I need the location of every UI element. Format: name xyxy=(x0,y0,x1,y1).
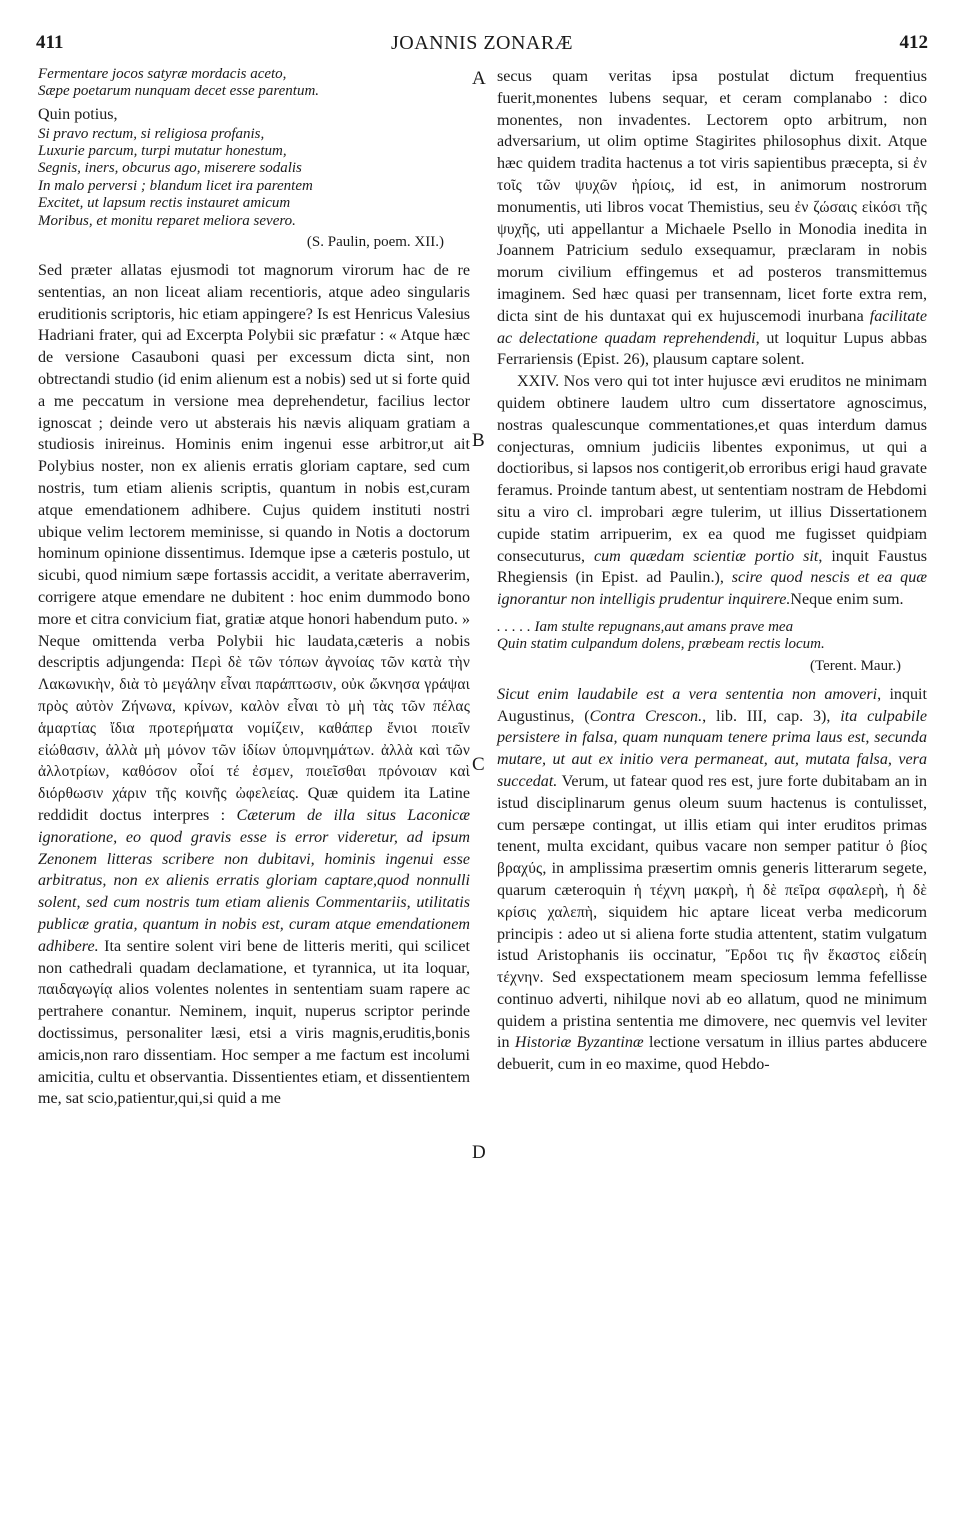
verse-line: Excitet, ut lapsum rectis instauret amicum xyxy=(38,195,291,212)
body-text: , lib. III, cap. 3), xyxy=(702,707,841,725)
left-column xyxy=(38,66,470,1110)
body-text: , inquit Faustus Rhegiensis (in Epist. ad Paulin.), xyxy=(497,547,928,587)
body-paragraph xyxy=(38,260,470,1110)
right-column xyxy=(497,66,927,1076)
greek-phrase: ἐν ζώσαις εἰκόσι τῆς ψυχῆς xyxy=(497,198,927,238)
body-text: Sed exspectationem meam speciosum lemma fefellisse continuo adverti, nihilque novi ab eo allatum, quod ne minimum quidem a pristina sententia me dimovere, nec quemvis vel leviter in xyxy=(497,969,927,1052)
page-number-left: 411 xyxy=(36,32,64,53)
verse-block-2 xyxy=(38,126,470,230)
body-text: , inquit Augustinus, ( xyxy=(497,685,927,725)
body-text: Sed præter allatas ejusmodi tot magnorum virorum hac de re sententias, an non liceat aliam recentioris, atque adeo singularis eruditionis scriptoris, hic etiam appingere? Is est Henricus Valesius Hadriani frater, qui ad Excerpta Polybii sic præfatur : « Atque hæc de versione Casauboni quasi per excessum dicta sint, non obtrectandi studio (id enim alienum est a nobis) sed ut si forte quid a me peccatum in versione mea deprehendetur, facilius lector ignoscat ; deinde vero ut absterais his nævis aliquam gratiam a studiosis inireinus. Hominis enim ingenui esse arbitror,ut ait Polybius noster, non ex alienis erratis gloriam captare, sed cum nostris, tum etiam alienis scriptis, quantum in nobis est,curam atque emendationem adhibere. Cujus quidem instituti nostri ubique velim lectorem meminisse, si quando in Notis a doctorum hominum opinione dissentimus. Idemque ipse a cæteris postulo, ut sicubi, quod nimium sæpe fortassis accidit, a veritate aberraverim, corrigere atque emendare ne dubitent : hoc enim dummodo bono more et citra convicium fiat, gratiæ atque honori habendum puto. » Neque omittenda verba Polybii hic laudata,cæteris a nobis descriptis adjungenda: xyxy=(38,262,470,672)
latin-translation-italic: Cæterum de illa situs Laconicæ ignoratione, eo quod gravis esse is error videretur, ad ipsum Zenonem litteras scribere non dubitavi, hominis ingenui esse arbitratus, non ex alienis erratis gloriam captare,quod nonnulli solent, sed cum nostris tum etiam alienis Commentariis, utilitatis publicæ gratia, quantum in nobis est, curam atque emendationem adhibere. xyxy=(38,806,470,955)
greek-phrase: ὁ βίος βραχύς xyxy=(497,838,927,878)
italic-phrase: Contra Crescon. xyxy=(589,707,703,725)
verse-line: Sæpe poetarum nunquam decet esse parentum. xyxy=(38,83,320,100)
verse-line: Fermentare jocos satyræ mordacis aceto, xyxy=(38,66,287,82)
verse-line: . . . . . Iam stulte repugnans,aut amans prave mea xyxy=(497,618,794,635)
margin-letter-a: A xyxy=(472,68,486,89)
italic-phrase: facilitate ac delectatione quadam reprehendendi xyxy=(497,307,927,347)
verse-block-3 xyxy=(497,619,927,654)
verse-block-1 xyxy=(38,66,470,101)
body-text: XXIV. Nos vero qui tot inter hujusce ævi eruditos ne minimam quidem obtinere laudem ultro cum dissertatore agnoscimus, nostras qualescunque commentationes,et quas interdum damus conjecturas, omnium judiciis libentes exponimus, ut qui a doctioribus, si lapsos nos contigerit,ob erroribus erigi haud gravate feramus. Proinde tantum abest, ut sententiam nostram de Hebdomi situ a viro cl. improbari ægre tulerim, ut illius Dissertationem cupide statim arripuerim, ex ea quod me fugisset quidpiam consecuturus, xyxy=(497,373,927,565)
verse-line: Moribus, et monitu reparet meliora severo. xyxy=(38,212,296,229)
verse-line: Luxurie parcum, turpi mutatur honestum, xyxy=(38,143,287,160)
body-text: , siquidem hic aptare liceat verba medicorum principis : adeo ut si aliena forte studia attentent, statim vulgatum istud Aristophanis iis occinatur, xyxy=(497,903,927,965)
verse-line: Quin statim culpandum dolens, præbeam rectis locum. xyxy=(497,636,825,653)
italic-phrase: Sicut enim laudabile est a vera sententia non amoveri xyxy=(497,685,878,703)
body-text: lectione versatum in illius partes abducere debuerit, cum in eo maxime, quod Hebdo- xyxy=(497,1034,927,1074)
greek-phrase: ἡ τέχνη μακρὴ, ἡ δὲ πεῖρα σφαλερὴ, ἡ δὲ κρίσις χαλεπὴ xyxy=(497,881,928,921)
italic-phrase: scire quod nescis et ea quæ ignorantur non intelligis prudentur inquirere. xyxy=(497,569,927,609)
greek-phrase: Ἔρδοι τις ἣν ἕκαστος εἰδείη τέχνην. xyxy=(497,947,927,987)
running-title: JOANNIS ZONARÆ xyxy=(390,32,573,54)
verse-attribution: (S. Paulin, poem. XII.) xyxy=(306,234,444,251)
body-paragraph xyxy=(497,684,927,1076)
italic-phrase: ita culpabile persistere in falsa, quam nunquam tenere prima laus est, secunda mutare, ut aut ex initio vera permaneat, aut, mutata falsa, vera succedat. xyxy=(497,707,928,790)
verse-line: Segnis, iners, obcurus ago, miserere sodalis xyxy=(38,160,302,177)
body-paragraph xyxy=(497,66,927,371)
body-text: , ut loquitur Lupus abbas Ferrariensis (Epist. 26), plausum captare solent. xyxy=(497,329,927,369)
quin-potius-line: Quin potius, xyxy=(38,105,118,123)
italic-phrase: cum quædam scientiæ portio sit xyxy=(593,547,819,565)
page-header xyxy=(36,32,928,60)
body-text: secus quam veritas ipsa postulat dictum frequentius fuerit,monentes lubens sequar, et ceram complanabo : dico monentes, non invadentes. Lectorem opto arbitrum, non adversarium, ut olim optime Stagirites philosophus dixit. Atque hæc quidem tradita hactenus a tot viris sapientibus præcepta, si xyxy=(497,68,927,173)
margin-letter-c: C xyxy=(472,754,485,775)
body-text: Neque enim sum. xyxy=(790,591,904,609)
margin-letter-d: D xyxy=(472,1142,486,1163)
verse-line: Si pravo rectum, si religiosa profanis, xyxy=(38,125,265,142)
verse-line: In malo perversi ; blandum licet ira parentem xyxy=(38,177,313,194)
verse-attribution: (Terent. Maur.) xyxy=(810,657,901,674)
italic-phrase: Historiæ Byzantinæ xyxy=(514,1034,644,1052)
body-text: , in amplissima præsertim omnis generis litterarum segete, quarum cæteroquin xyxy=(497,860,927,899)
body-text: Verum, ut fatear quod res est, jure forte dubitabam an in istud disciplinarum genus oleum suum hactenus is contulisset, cum persæpe contingat, ut illis etiam qui inter eruditos primas tenent, multa excidant, quibus vacare non semper patitur xyxy=(497,772,927,856)
body-text: Ita sentire solent viri bene de litteris meriti, qui scilicet non cathedrali quadam declamatione, et tyrannica, ut ita loquar, παιδαγωγίᾳ alios volentes nolentes in sententiam suam rapere ac pertrahere conantur. Neminem, inquit, nuperus scriptor perinde doctissimus, personaliter læsi, etsi a viris magnis,eruditis,bonis amicis,non raro dissentiam. Hoc semper a me factum est incolumi amicitia, cultu et observantia. Dissentientes etiam, et dissentientem me, sat scio,patientur,qui,si quid a me xyxy=(38,937,470,1108)
page-number-right: 412 xyxy=(899,32,928,53)
margin-letter-b: B xyxy=(472,430,485,451)
body-text: , uti appellantur a Michaele Psello in Monodia inedita in Joannem Patricium sedulo exsequamur, præclaram in nobis morum civilium effingemus et ad posteros transmittemus imaginem. Sed hæc quasi per transennam, licet forte extra rem, dicta sint de his duntaxat qui ex hujuscemodi inurbana xyxy=(497,220,927,325)
body-text: , id est, in animorum nostrorum monumentis, uti libros vocat Themistius, seu xyxy=(497,176,927,216)
body-text: Quæ quidem ita Latine reddidit doctus interpres : xyxy=(38,785,470,824)
greek-quotation: Περὶ δὲ τῶν τόπων ἀγνοίας τῶν κατὰ τὴν Λακωνικὴν, διὰ τὸ μεγάλην εἶναι παράπτωσιν, οὐκ ὤκνησα γράψαι πρὸς αὐτὸν Ζήνωνα, κρίνων, καλὸν εἶναι τὸ μὴ τὰς τῶν πέλας ἁμαρτίας ἴδια προτερήματα νομίζειν, καθάπερ ἔνιοι ποιεῖν εἰώθασιν, ἀλλὰ μὴ μόνον τῶν ἰδίων ὑπομνημάτων. ἀλλὰ καὶ τῶν ἀλλοτρίων, καθόσον οἷοί τέ ἐσμεν, ποιεῖσθαι πρόνοιαν καὶ διόρθωσιν χάριν τῆς κοινῆς ὠφελείας. xyxy=(38,654,470,803)
section-xxiv-paragraph xyxy=(497,371,927,611)
greek-phrase: ἐν τοῖς τῶν ψυχῶν ἠρίοις xyxy=(497,155,927,194)
